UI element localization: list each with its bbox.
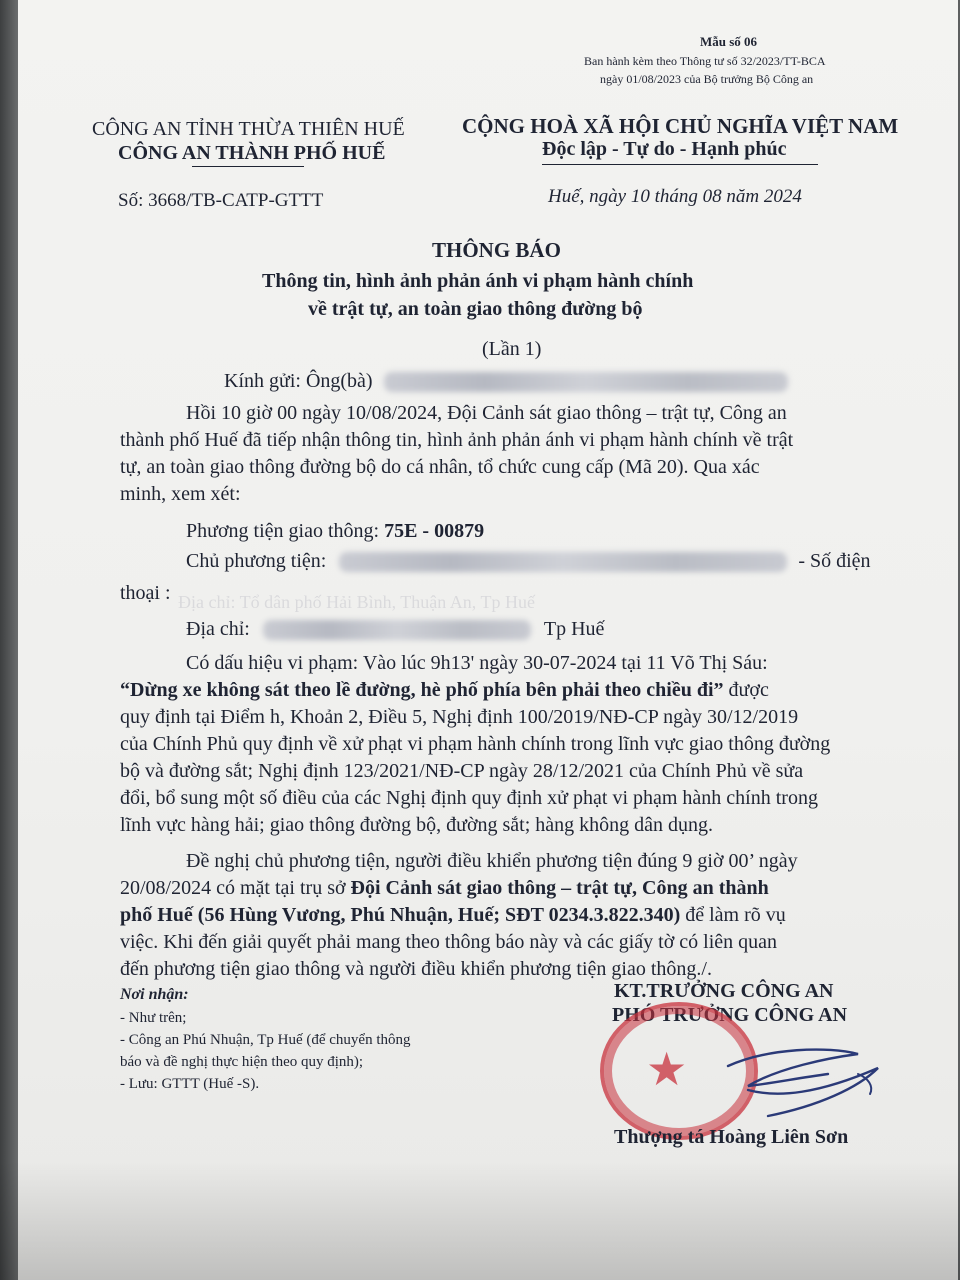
owner-label: Chủ phương tiện: <box>186 550 327 572</box>
form-number: Mẫu số 06 <box>700 34 758 49</box>
recipient-2a: - Công an Phú Nhuận, Tp Huế (để chuyển thông <box>120 1032 411 1048</box>
violation-line-3: quy định tại Điểm h, Khoản 2, Điều 5, Nghị định 100/2019/NĐ-CP ngày 30/12/2019 <box>120 706 799 728</box>
agency-name: CÔNG AN THÀNH PHỐ HUẾ <box>118 142 386 164</box>
request-line-5: đến phương tiện giao thông và người điều khiển phương tiện giao thông./. <box>120 958 712 980</box>
request-line-4: việc. Khi đến giải quyết phải mang theo thông báo này và các giấy tờ có liên quan <box>120 931 778 953</box>
violation-line-2 <box>120 677 769 704</box>
para1-line-1: Hồi 10 giờ 00 ngày 10/08/2024, Đội Cảnh sát giao thông – trật tự, Công an <box>186 402 787 424</box>
address-line <box>186 616 604 643</box>
request-line-3 <box>120 902 786 929</box>
violation-line-6: đổi, bổ sung một số điều của các Nghị định quy định xử phạt vi phạm hành chính trong <box>120 787 818 809</box>
request-office-address: phố Huế (56 Hùng Vương, Phú Nhuận, Huế; SĐT 0234.3.822.340) <box>120 904 681 926</box>
signer-name: Thượng tá Hoàng Liên Sơn <box>614 1126 849 1148</box>
notice-title: THÔNG BÁO <box>432 238 561 262</box>
greeting-label: Kính gửi: Ông(bà) <box>224 370 373 392</box>
para1-line-3: tự, an toàn giao thông đường bộ do cá nhân, tổ chức cung cấp (Mã 20). Qua xác <box>120 456 760 478</box>
address-label: Địa chỉ: <box>186 618 250 640</box>
violation-line-1: Có dấu hiệu vi phạm: Vào lúc 9h13' ngày 30-07-2024 tại 11 Võ Thị Sáu: <box>186 652 768 674</box>
owner-line <box>186 548 871 575</box>
vehicle-plate: 75E - 00879 <box>384 520 485 542</box>
violation-quote: “Dừng xe không sát theo lề đường, hè phố phía bên phải theo chiều đi” <box>120 679 724 701</box>
recipient-1: - Như trên; <box>120 1010 187 1026</box>
para1-line-2: thành phố Huế đã tiếp nhận thông tin, hình ảnh phản ánh vi phạm hành chính về trật <box>120 429 794 451</box>
place-date: Huế, ngày 10 tháng 08 năm 2024 <box>548 186 802 207</box>
recipients-heading: Nơi nhận: <box>120 986 189 1003</box>
agency-parent: CÔNG AN TỈNH THỪA THIÊN HUẾ <box>92 118 405 140</box>
greeting-line <box>224 368 788 395</box>
request-line-2-plain: 20/08/2024 có mặt tại trụ sở <box>120 877 351 899</box>
bleed-through-text: Địa chỉ: Tổ dân phố Hải Bình, Thuận An, Tp Huế <box>178 592 535 612</box>
violation-line-4: của Chính Phủ quy định về xử phạt vi phạm hành chính trong lĩnh vực giao thông đường <box>120 733 831 755</box>
signature-line-1: KT.TRƯỞNG CÔNG AN <box>614 980 834 1002</box>
notice-subtitle-1: Thông tin, hình ảnh phản ánh vi phạm hành chính <box>262 270 694 292</box>
address-city: Tp Huế <box>543 618 605 640</box>
redacted-owner-name <box>339 552 787 572</box>
request-line-3-plain: để làm rõ vụ <box>680 904 786 926</box>
para1-line-4: minh, xem xét: <box>120 483 241 505</box>
notice-iteration: (Lần 1) <box>482 338 542 360</box>
redacted-recipient-name <box>384 372 788 392</box>
notice-subtitle-2: về trật tự, an toàn giao thông đường bộ <box>308 298 643 320</box>
phone-label-part-1: - Số điện <box>798 550 871 572</box>
request-office-name: Đội Cảnh sát giao thông – trật tự, Công an thành <box>350 877 769 899</box>
recipient-3: - Lưu: GTTT (Huế -S). <box>120 1076 260 1092</box>
vehicle-label: Phương tiện giao thông: <box>186 520 385 542</box>
redacted-address <box>263 620 531 640</box>
handwritten-signature <box>708 1028 908 1138</box>
violation-line-7: lĩnh vực hàng hải; giao thông đường bộ, đường sắt; hàng không dân dụng. <box>120 814 714 836</box>
document-page <box>18 0 958 1280</box>
form-issued-line-2: ngày 01/08/2023 của Bộ trưởng Bộ Công an <box>600 72 814 86</box>
violation-line-5: bộ và đường sắt; Nghị định 123/2021/NĐ-CP ngày 28/12/2021 của Chính Phủ về sửa <box>120 760 804 782</box>
motto-underline <box>542 164 818 165</box>
phone-label-part-2: thoại : <box>120 582 171 604</box>
vehicle-line <box>186 518 484 545</box>
request-line-2 <box>120 875 769 902</box>
signature-line-2: PHÓ TRƯỞNG CÔNG AN <box>612 1004 848 1026</box>
form-issued-line-1: Ban hành kèm theo Thông tư số 32/2023/TT-BCA <box>584 54 826 68</box>
state-motto: Độc lập - Tự do - Hạnh phúc <box>542 138 787 160</box>
state-title: CỘNG HOÀ XÃ HỘI CHỦ NGHĨA VIỆT NAM <box>462 114 899 138</box>
seal-star-icon: ★ <box>646 1044 688 1095</box>
page-shadow-left <box>0 0 18 1280</box>
agency-underline <box>192 166 304 167</box>
violation-after-quote: được <box>723 679 769 701</box>
request-line-1: Đề nghị chủ phương tiện, người điều khiển phương tiện đúng 9 giờ 00’ ngày <box>186 850 798 872</box>
document-number: Số: 3668/TB-CATP-GTTT <box>118 190 324 211</box>
recipient-2b: báo và đề nghị thực hiện theo quy định); <box>120 1054 364 1070</box>
